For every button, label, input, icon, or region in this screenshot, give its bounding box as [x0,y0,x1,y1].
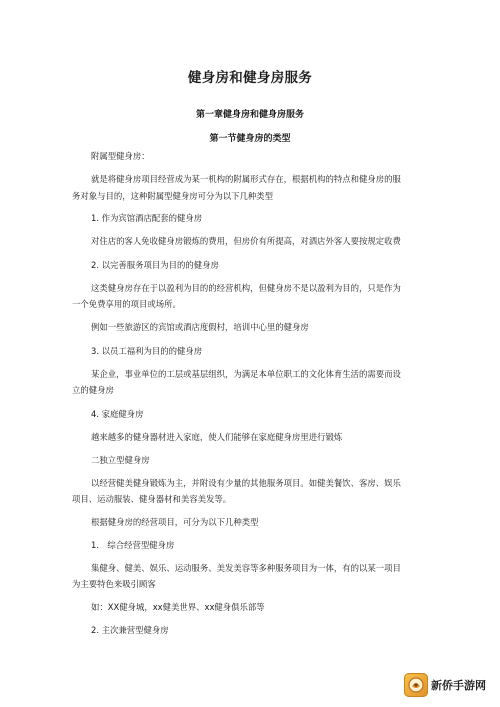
paragraph-line: 集健身、健美、娱乐、运动服务、美发美容等多种服务项目为一体，有的以某一项目 [91,563,401,573]
watermark-text: 新侨手游网 [431,679,486,692]
paragraph-line: 某企业，事业单位的工层或基层组织，为满足本单位职工的文化体育生活的需要而设 [91,369,401,379]
paragraph-line: 一个免费享用的项目或场所。 [72,299,181,309]
paragraph-line: 根据健身房的经营项目，可分为以下几种类型 [91,517,259,527]
paragraph-line: 务对象与目的，这种附属型健身房可分为以下几种类型 [72,191,273,201]
paragraph-line: 例如一些旅游区的宾馆或酒店度假村，培训中心里的健身房 [91,322,309,332]
paragraph-line: 2. 以完善服务项目为目的的健身房 [91,260,219,270]
section-heading: 第一节健身房的类型 [209,134,291,144]
paragraph-line: 就是将健身房项目经营成为某一机构的附属形式存在，根据机构的特点和健身房的服 [91,174,401,184]
site-watermark [404,673,486,697]
paragraph-line: 2. 主次兼营型健身房 [91,625,169,635]
paragraph-line: 二独立型健身房 [91,455,150,465]
logo-icon [404,673,428,697]
paragraph-line: 项目、运动服装、健身器材和美容美发等。 [72,494,232,504]
paragraph-line: 这类健身房存在于以盈利为目的的经营机构，但健身房不是以盈利为目的，只是作为 [91,283,401,293]
document-title: 健身房和健身房服务 [187,70,313,86]
paragraph-line: 以经营健美健身锻炼为主，并附设有少量的其他服务项目。如健美餐饮、客房、娱乐 [91,478,401,488]
paragraph-line: 为主要特色来吸引顾客 [72,579,156,589]
paragraph-line: 如：XX健身城，xx健美世界、xx健身俱乐部等 [91,602,265,612]
paragraph-line: 1. 作为宾馆酒店配套的健身房 [91,213,203,223]
paragraph-line: 对住店的客人免收健身房锻炼的费用，但房价有所提高，对酒店外客人要按规定收费 [91,236,401,246]
paragraph-line: 立的健身房 [72,385,114,395]
paragraph-line: 1. 综合经营型健身房 [91,540,175,550]
paragraph-line: 4. 家庭健身房 [91,409,144,419]
chapter-heading: 第一章健身房和健身房服务 [195,110,304,120]
paragraph-line: 3. 以员工福利为目的的健身房 [91,346,203,356]
paragraph-line: 越来越多的健身器材进入家庭，使人们能够在家庭健身房里进行锻炼 [91,432,343,442]
paragraph-line: 附属型健身房： [91,151,150,161]
